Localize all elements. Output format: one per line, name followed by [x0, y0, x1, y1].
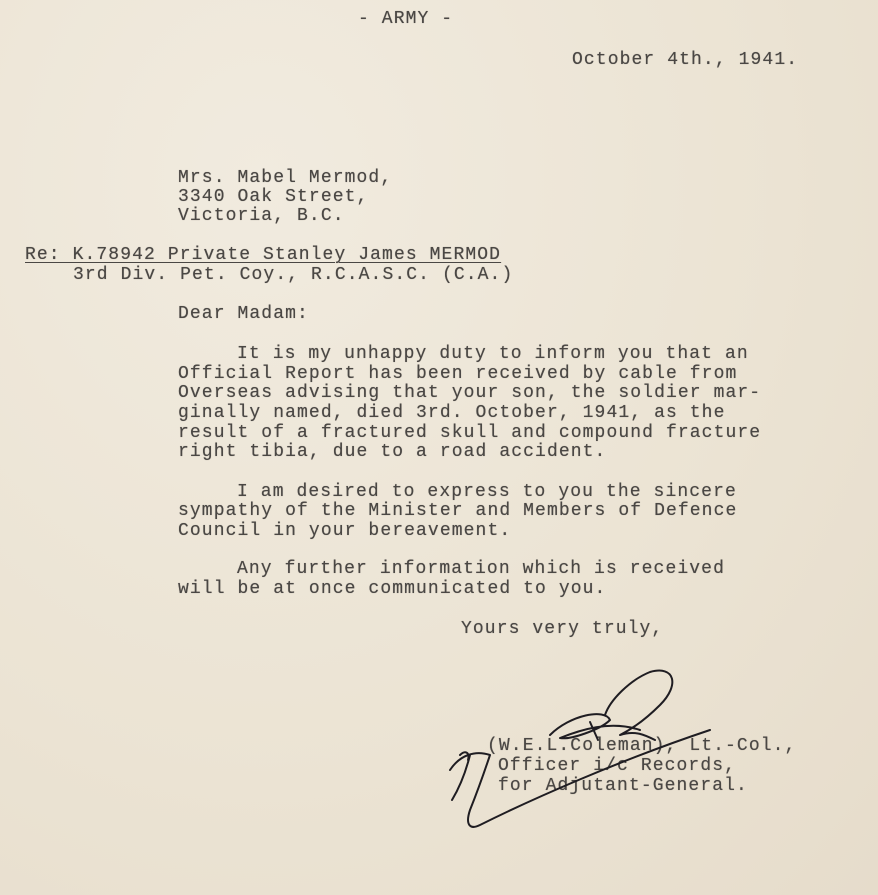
paragraph-line: I am desired to express to you the sincere — [237, 482, 737, 502]
signatory-name: (W.E.L.Coleman), Lt.-Col., — [487, 736, 797, 756]
paragraph-line: Any further information which is received — [237, 559, 725, 579]
paragraph-line: result of a fractured skull and compound fracture — [178, 423, 762, 443]
salutation: Dear Madam: — [178, 304, 309, 324]
paragraph-line: right tibia, due to a road accident. — [178, 442, 607, 462]
paragraph-line: ginally named, died 3rd. October, 1941, as the — [178, 403, 726, 423]
paragraph-line: Council in your bereavement. — [178, 521, 512, 541]
reference-unit: 3rd Div. Pet. Coy., R.C.A.S.C. (C.A.) — [73, 265, 514, 285]
paragraph-line: Overseas advising that your son, the soldier mar- — [178, 383, 762, 403]
recipient-street: 3340 Oak Street, — [178, 187, 369, 207]
reference-line: Re: K.78942 Private Stanley James MERMOD — [25, 245, 502, 265]
letterhead: - ARMY - — [358, 9, 454, 29]
recipient-city: Victoria, B.C. — [178, 206, 345, 226]
paragraph-line: will be at once communicated to you. — [178, 579, 607, 599]
letter-date: October 4th., 1941. — [572, 50, 799, 70]
signatory-title: Officer i/c Records, — [498, 756, 737, 776]
recipient-name: Mrs. Mabel Mermod, — [178, 168, 393, 188]
signatory-role: for Adjutant-General. — [498, 776, 748, 796]
handwritten-signature — [440, 660, 740, 840]
paragraph-line: sympathy of the Minister and Members of Defence — [178, 501, 738, 521]
closing: Yours very truly, — [461, 619, 664, 639]
paragraph-line: It is my unhappy duty to inform you that an — [237, 344, 749, 364]
paragraph-line: Official Report has been received by cable from — [178, 364, 738, 384]
